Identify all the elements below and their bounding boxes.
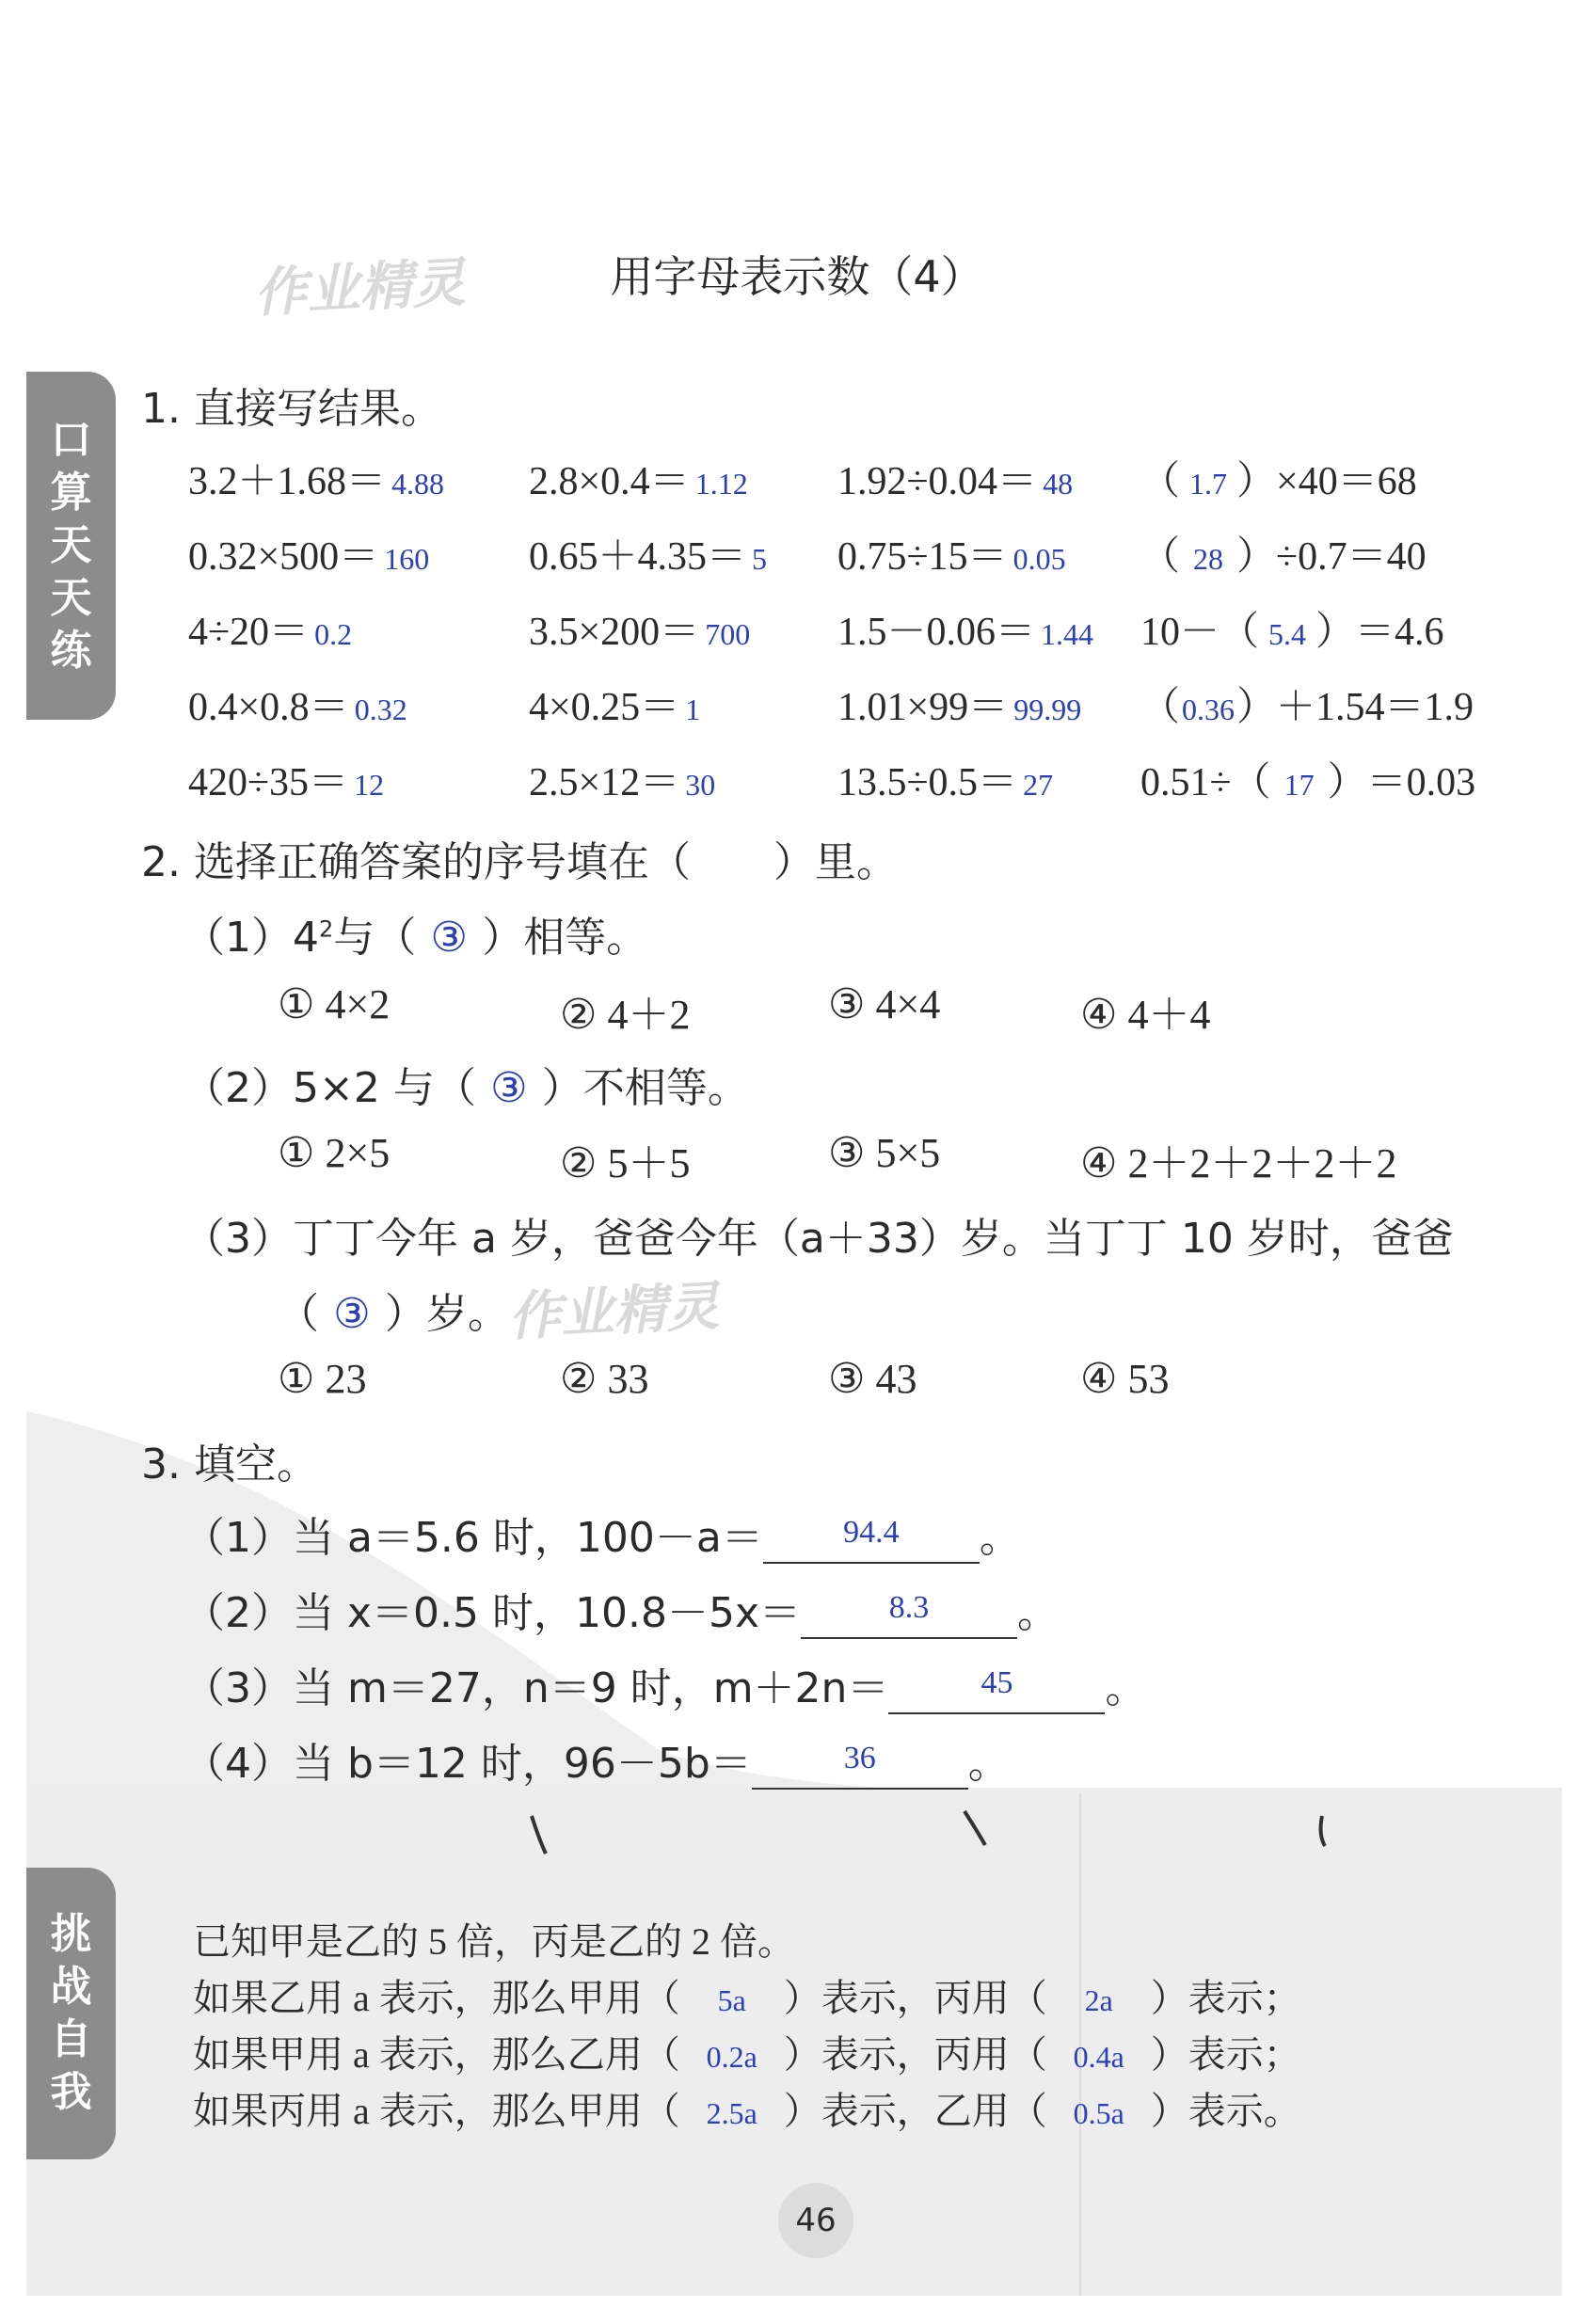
answer: 8.3 [888, 1590, 930, 1625]
option-2-2-4: ④ 2＋2＋2＋2＋2 [1080, 1140, 1397, 1186]
answer: 27 [1023, 768, 1054, 802]
answer: 36 [843, 1741, 876, 1775]
answer: 45 [980, 1665, 1013, 1700]
problem-r5-c4: 0.51÷（ 17 ）＝0.03 [1140, 761, 1476, 804]
answer: 2a [1084, 1983, 1113, 2017]
problem-r2-c3: 0.75÷15＝ 0.05 [837, 535, 1066, 579]
answer: 0.36 [1182, 692, 1235, 726]
side-tab-challenge: 挑 战 自 我 [26, 1868, 116, 2159]
question-2-1: $(1)4^2$与（ ③ ）相等。 [183, 914, 648, 962]
answer: 94.4 [843, 1515, 900, 1550]
option-2-3-1: ① 23 [278, 1356, 367, 1402]
answer: ③ [430, 915, 468, 961]
watermark: 作业精灵 [506, 1276, 721, 1348]
problem-r3-c2: 3.5×200＝ 700 [529, 611, 751, 654]
challenge-intro: 已知甲是乙的 5 倍，丙是乙的 2 倍。 [193, 1920, 795, 1963]
answer: 5.4 [1268, 617, 1307, 651]
problem-r4-c1: 0.4×0.8＝ 0.32 [188, 686, 407, 729]
problem-r1-c1: 3.2＋1.68＝ 4.88 [188, 460, 445, 503]
section1-heading: 1. 直接写结果。 [141, 385, 442, 433]
answer: 1.7 [1189, 467, 1228, 501]
challenge-line-1: 如果乙用 a 表示，那么甲用（ 5a ）表示，丙用（ 2a ）表示； [193, 1977, 1301, 2019]
answer: 0.4a [1073, 2040, 1124, 2074]
problem-r1-c2: 2.8×0.4＝ 1.12 [529, 460, 748, 503]
answer: 4.88 [391, 467, 445, 501]
answer: 1.44 [1041, 617, 1094, 651]
watermark: 作业精灵 [252, 252, 467, 325]
answer: 1.12 [694, 467, 748, 501]
question-2-3-blank: （ ③ ）岁。 [278, 1290, 509, 1338]
page-number: 46 [778, 2183, 853, 2258]
problem-r1-c3: 1.92÷0.04＝ 48 [837, 460, 1074, 503]
option-2-1-3: ③ 4×4 [828, 981, 941, 1027]
answer: 5 [752, 542, 768, 576]
fill-item-3: （3）当 m＝27，n＝9 时，m＋2n＝ $^{45}$ 。 [183, 1664, 1147, 1712]
answer: 160 [384, 542, 430, 576]
problem-r3-c1: 4÷20＝ 0.2 [188, 611, 353, 654]
answer: 2.5a [706, 2096, 757, 2130]
answer: 28 [1193, 542, 1224, 576]
answer: 0.32 [354, 692, 407, 726]
page-title: 用字母表示数（4） [610, 251, 984, 302]
option-2-1-4: ④ 4＋4 [1080, 992, 1211, 1038]
question-2-2: （2）5×2 与（ ③ ）不相等。 [183, 1064, 749, 1112]
problem-r3-c4: 10－（ 5.4 ）＝4.6 [1140, 611, 1444, 654]
problem-r4-c3: 1.01×99＝ 99.99 [837, 686, 1082, 729]
option-2-3-3: ③ 43 [828, 1356, 917, 1402]
question-2-3: （3）丁丁今年 a 岁，爸爸今年（a＋33）岁。当丁丁 10 岁时，爸爸 [183, 1215, 1454, 1263]
section2-heading: 2. 选择正确答案的序号填在（ ）里。 [141, 838, 898, 886]
answer: 30 [685, 768, 716, 802]
section3-heading: 3. 填空。 [141, 1441, 318, 1488]
problem-r4-c4: （0.36）＋1.54＝1.9 [1140, 686, 1474, 729]
problem-r2-c4: （ 28 ）÷0.7＝40 [1140, 535, 1427, 579]
fill-item-1: （1）当 a＝5.6 时，100－a＝ $^{94.4}$ 。 [183, 1514, 1021, 1562]
answer: 12 [354, 768, 385, 802]
answer: 700 [705, 617, 751, 651]
answer: 0.5a [1073, 2096, 1124, 2130]
answer: 0.2 [314, 617, 353, 651]
fill-item-4: （4）当 b＝12 时，96－5b＝ $^{36}$ 。 [183, 1740, 1010, 1788]
problem-r5-c3: 13.5÷0.5＝ 27 [837, 761, 1054, 804]
problem-r3-c3: 1.5－0.06＝ 1.44 [837, 611, 1094, 654]
answer: 0.05 [1012, 542, 1066, 576]
problem-r5-c1: 420÷35＝ 12 [188, 761, 385, 804]
option-2-2-3: ③ 5×5 [828, 1130, 941, 1176]
answer: 0.2a [706, 2040, 757, 2074]
answer: ③ [490, 1065, 528, 1111]
answer: 1 [685, 692, 701, 726]
option-2-3-2: ② 33 [560, 1356, 649, 1402]
fill-item-2: （2）当 x＝0.5 时，10.8－5x＝ $^{8.3}$ 。 [183, 1589, 1059, 1637]
answer: 17 [1283, 768, 1315, 802]
challenge-line-3: 如果丙用 a 表示，那么甲用（ 2.5a ）表示，乙用（ 0.5a ）表示。 [193, 2090, 1301, 2132]
problem-r4-c2: 4×0.25＝ 1 [529, 686, 701, 729]
option-2-2-1: ① 2×5 [278, 1130, 391, 1176]
option-2-3-4: ④ 53 [1080, 1356, 1170, 1402]
challenge-line-2: 如果甲用 a 表示，那么乙用（ 0.2a ）表示，丙用（ 0.4a ）表示； [193, 2033, 1301, 2076]
problem-r5-c2: 2.5×12＝ 30 [529, 761, 716, 804]
side-tab-mental-math: 口 算 天 天 练 [26, 372, 116, 720]
problem-r2-c1: 0.32×500＝ 160 [188, 535, 430, 579]
problem-r1-c4: （ 1.7 ）×40＝68 [1140, 460, 1417, 503]
answer: 5a [717, 1983, 746, 2017]
answer: 48 [1043, 467, 1074, 501]
option-2-2-2: ② 5＋5 [560, 1140, 691, 1186]
option-2-1-2: ② 4＋2 [560, 992, 691, 1038]
option-2-1-1: ① 4×2 [278, 981, 391, 1027]
answer: 99.99 [1013, 692, 1082, 726]
problem-r2-c2: 0.65＋4.35＝ 5 [529, 535, 768, 579]
answer: ③ [333, 1291, 371, 1337]
